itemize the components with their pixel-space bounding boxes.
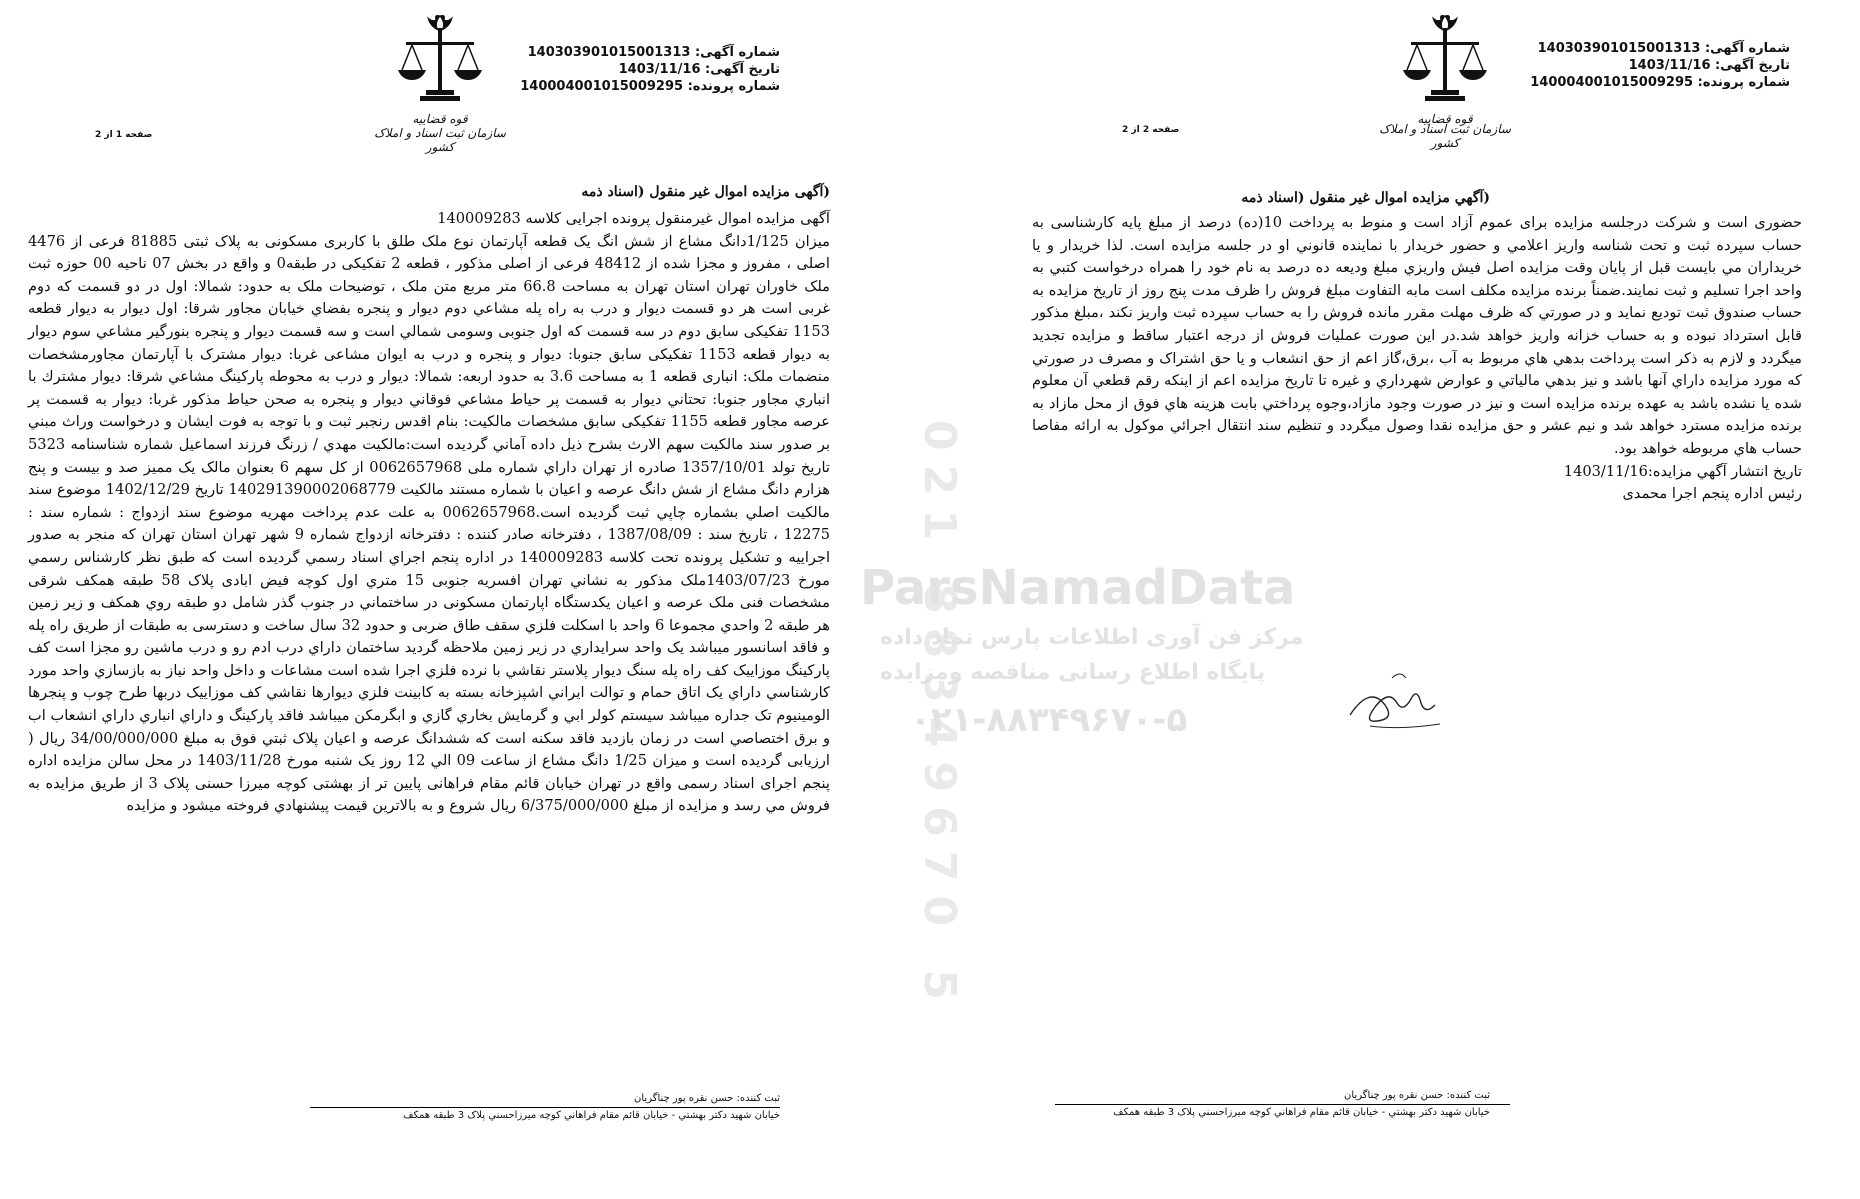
registrar-label: ثبت کننده: xyxy=(1446,1090,1490,1101)
ad-number-label: شماره آگهی: xyxy=(1704,41,1790,56)
watermark-line1: مرکز فن آوری اطلاعات پارس نماد داده xyxy=(880,625,1304,650)
footer-divider xyxy=(310,1107,780,1108)
page-number: صفحه 2 از 2 xyxy=(1122,125,1180,135)
ad-number-label: شماره آگهی: xyxy=(694,45,780,60)
notice-page-2 xyxy=(930,0,1860,1199)
registrar-name: حسن نقره پور چناگریان xyxy=(634,1093,734,1104)
ad-date-label: تاریخ آگهی: xyxy=(1715,58,1790,73)
page-number: صفحه 1 از 2 xyxy=(95,130,153,140)
watermark-line2: پایگاه اطلاع رسانی مناقصه ومزایده xyxy=(880,660,1266,685)
ad-date-label: تاریخ آگهی: xyxy=(705,62,780,77)
publication-date: تاریخ انتشار آگهي مزایده:1403/11/16 xyxy=(1563,462,1802,480)
case-number: 140004001015009295 xyxy=(1530,75,1694,90)
org-name-line2: سازمان ثبت اسناد و املاک کشور xyxy=(374,126,506,154)
org-name-line1: قوه قضاییه xyxy=(412,112,468,126)
ad-date: 1403/11/16 xyxy=(1628,58,1711,73)
body-paragraph-main: حضوری است و شرکت درجلسه مزایده برای عموم آزاد است و منوط به پرداخت 10(ده) درصد از مبلغ پایه کارشناسی به حساب سپرده ثبت و تحت شناسه واریز اعلامي و حضور خریدار با نماینده قانوني او در جلسه مزایده است. لذا خریدار و یا خریداران مي بایست قبل از پایان وقت مزایده اصل فیش واریزي مبلغ ودیعه ده درصد به نام خود را همراه درخواست کتبي به واحد اجرا تسلیم و ثبت نمایند.ضمناً برنده مزایده مکلف است مابه التفاوت مبلغ فروش را ظرف مدت پنج روز از تاریخ مزایده به حساب صندوق ثبت تودیع نماید و در صورتي که ظرف مهلت مقرر مانده فروش را به حساب سپرده ثبت واریز نکند ،مبلغ مذکور قابل استرداد نبوده و به حساب خزانه واریز خواهد شد.در این صورت عملیات فروش از درجه اعتبار ساقط و مزایده تجدید میگردد و لازم به ذکر است پرداخت بدهي هاي مربوط به آب ،برق،گاز اعم از حق انشعاب و یا حق اشتراک و مصرف در صورتي که مورد مزایده داراي آنها باشد و نیز بدهي مالیاتي و عوارض شهرداري و غیره تا تاریخ مزایده اعم از اینکه رقم قطعي آن معلوم شده یا نشده باشد به عهده برنده مزایده است و نیز در صورت وجود مازاد،وجوه پرداختي بابت هزینه هاي فوق از محل مازاد به برنده مزایده مسترد خواهد شد و نیم عشر و حق مزایده نقدا وصول میگردد و تنظیم سند انتقال اجرائي موکول به ارائه مفاصا حساب هاي مربوطه خواهد بود. xyxy=(1032,214,1803,457)
org-name-line1: قوه قضاییه xyxy=(1417,112,1473,126)
registrar xyxy=(1344,1090,1490,1101)
registrar xyxy=(634,1093,780,1104)
org-name-line2: سازمان ثبت اسناد و املاک کشور xyxy=(1379,122,1511,150)
watermark-digits: 021 88349670 5 xyxy=(914,420,965,1015)
watermark-brand: ParsNamadData xyxy=(860,560,1296,616)
notice-meta xyxy=(1530,40,1790,91)
notice-body xyxy=(1032,212,1802,506)
ad-date: 1403/11/16 xyxy=(618,62,701,77)
signatory: رئیس اداره پنجم اجرا محمدی xyxy=(1622,485,1802,503)
case-number-label: شماره پرونده: xyxy=(687,79,780,94)
case-number-label: شماره پرونده: xyxy=(1697,75,1790,90)
footer-address: خیابان شهید دکتر بهشتي - خیابان قائم مقام فراهاني کوچه میرزاحسني پلاک 3 طبقه همکف xyxy=(1113,1107,1490,1118)
ad-number: 140303901015001313 xyxy=(527,45,691,60)
watermark-phone: ۰۲۱-۸۸۳۴۹۶۷۰-۵ xyxy=(910,700,1188,740)
registrar-label: ثبت کننده: xyxy=(736,1093,780,1104)
body-paragraph-main: میزان 1/125دانگ مشاع از شش انگ یک قطعه آپارتمان نوع ملک طلق با کاربری مسکونی به پلاک ثبتی 81885 فرعی از 4476 اصلی ، مفروز و مجزا شده از 48412 فرعی از اصلی مذکور ، قطعه 2 تفکیکی در طبقه0 و واقع در بخش 07 ناحیه 00 حوزه ثبت ملک خاوران تهران استان تهران به مساحت 66.8 متر مربع متن ملک ، توضیحات ملک به حدود: شمالا: اول در دو قسمت که دوم غربی است هر دو قسمت دیوار و درب به راه پله مشاعي دوم دیوار و پنجره بفضاي خیابان مجاور شرقا: اول دیوار به دیوار قطعه 1153 تفکیکی سابق دوم در سه قسمت که اول جنوبی وسومی شمالي است و سه قسمت دیوار و پنجره بنورگیر مشاعي سوم دیوار به دیوار قطعه 1153 تفکیکی سابق جنوبا: دیوار و پنجره و درب به ایوان مشاعی غربا: دیوار مشترک با آپارتمان مجاورمشخصات منضمات ملک: انباری قطعه 1 به مساحت 3.6 به حدود اربعه: شمالا: دیوار و درب به محوطه پارکینگ مشاعي شرقا: دیوار مشترك با انباري مجاور جنوبا: تحتاني دیوار به قسمت پر حیاط مشاعي فوقاني دیوار و پنجره به صحن حیاط مذکور غربا: دیوار به قسمت پر عرصه مجاور قطعه 1155 تفکیکی سابق مشخصات مالکیت: بنام اقدس رنجبر ثبت و با توجه به فوت ایشان و درخواست وراث مبني بر صدور سند مالکیت سهم الارث بشرح ذیل داده آماني گردیده است:مالکیت مهدي / زرنگ فرزند اسماعیل شماره شناسنامه 5323 تاریخ تولد 1357/10/01 صادره از تهران داراي شماره ملی 0062657968 از کل سهم 6 بعنوان مالک یک ممیز صد و بیست و پنج هزارم دانگ مشاع از شش دانگ عرصه و اعیان با شماره مستند مالکیت 140291390002068779 تاریخ 1402/12/29 موضوع سند مالکیت اصلي بشماره چاپي ثبت گردیده است.0062657968 به علت عدم پرداخت مهریه موضوع سند ازدواج : شماره سند : 12275 ، تاریخ سند : 1387/08/09 ، دفترخانه صادر کننده : دفترخانه ازدواج شماره 9 شهر تهران استان تهران که منجر به صدور اجراییه و تشکیل پرونده تحت کلاسه 140009283 در اداره پنجم اجراي اسناد رسمي گردیده است که طبق نظر کارشناس رسمي مورخ 1403/07/23ملک مذکور به نشاني تهران افسریه جنوبی 15 متري اول کوچه فیض ابادی پلاک 58 طبقه همکف شرقی مشخصات فنی ملک عرصه و اعیان یکدستگاه اپارتمان مسکونی در ساختماني در جنوب گذر شامل دو طبقه روي همکف و زیر زمین هر طبقه 2 واحدي مجموعا 6 واحد با اسکلت فلزي سقف طاق ضربی و حدود 32 سال ساخت و دسترسی به طبقات از طریق راه پله و فاقد اسانسور میباشد یک واحد سرایداري در زیر زمین ملاحظه گردید ساختمان داراي درب ادم رو و درب ماشین رو مجزا است کف پارکینگ موزاییک کف راه پله سنگ دیوار پلاستر نقاشي با نرده فلزي اجرا شده است مشاعات و داخل واحد نیاز به بازسازي واحد مورد کارشناسي داراي یک اتاق حمام و توالت ایراني اشپزخانه بسته به کابینت فلزي دیوارها نقاشي کف موزاییک دربها طرح چوب و پنجرها الومینیوم تک جداره میباشد سیستم کولر ابي و گرمایش بخاري گازي و ابگرمکن میباشد فاقد پارکینگ و داراي انباري داراي انشعاب اب و برق اختصاصي است در زمان بازدید فاقد سکنه است که ششدانگ عرصه و اعیان پلاک ثبتي فوق به مبلغ 34/00/000/000 ریال ( ارزیابی گردیده است و میزان 1/25 دانگ مشاع از ساعت 09 الي 12 روز یک شنبه مورخ 1403/11/28 در محل سالن مزایده اداره پنجم اجرای اسناد رسمی واقع در تهران خیابان قائم مقام فراهانی پایین تر از بهشتی کوچه میرزا حسنی پلاک 3 از طریق مزایده به فروش مي رسد و مزایده از مبلغ 6/375/000/000 ریال شروع و به بالاترین قیمت پیشنهادي فروخته میشود و مزایده xyxy=(28,232,831,815)
case-number: 140004001015009295 xyxy=(520,79,684,94)
signature-icon xyxy=(1330,660,1480,740)
notice-body xyxy=(28,208,830,818)
notice-meta xyxy=(520,44,780,95)
footer-address: خیابان شهید دکتر بهشتي - خیابان قائم مقام فراهاني کوچه میرزاحسني پلاک 3 طبقه همکف xyxy=(403,1110,780,1121)
body-paragraph-intro: آگهی مزایده اموال غیرمنقول پرونده اجرایی کلاسه 140009283 xyxy=(437,210,830,227)
ad-number: 140303901015001313 xyxy=(1537,41,1701,56)
registrar-name: حسن نقره پور چناگریان xyxy=(1344,1090,1444,1101)
notice-title: (آگهی مزایده اموال غیر منقول (اسناد ذمه xyxy=(581,184,830,200)
footer-divider xyxy=(1055,1104,1510,1105)
notice-title: (آگهي مزایده اموال غیر منقول (اسناد ذمه xyxy=(1241,190,1490,206)
